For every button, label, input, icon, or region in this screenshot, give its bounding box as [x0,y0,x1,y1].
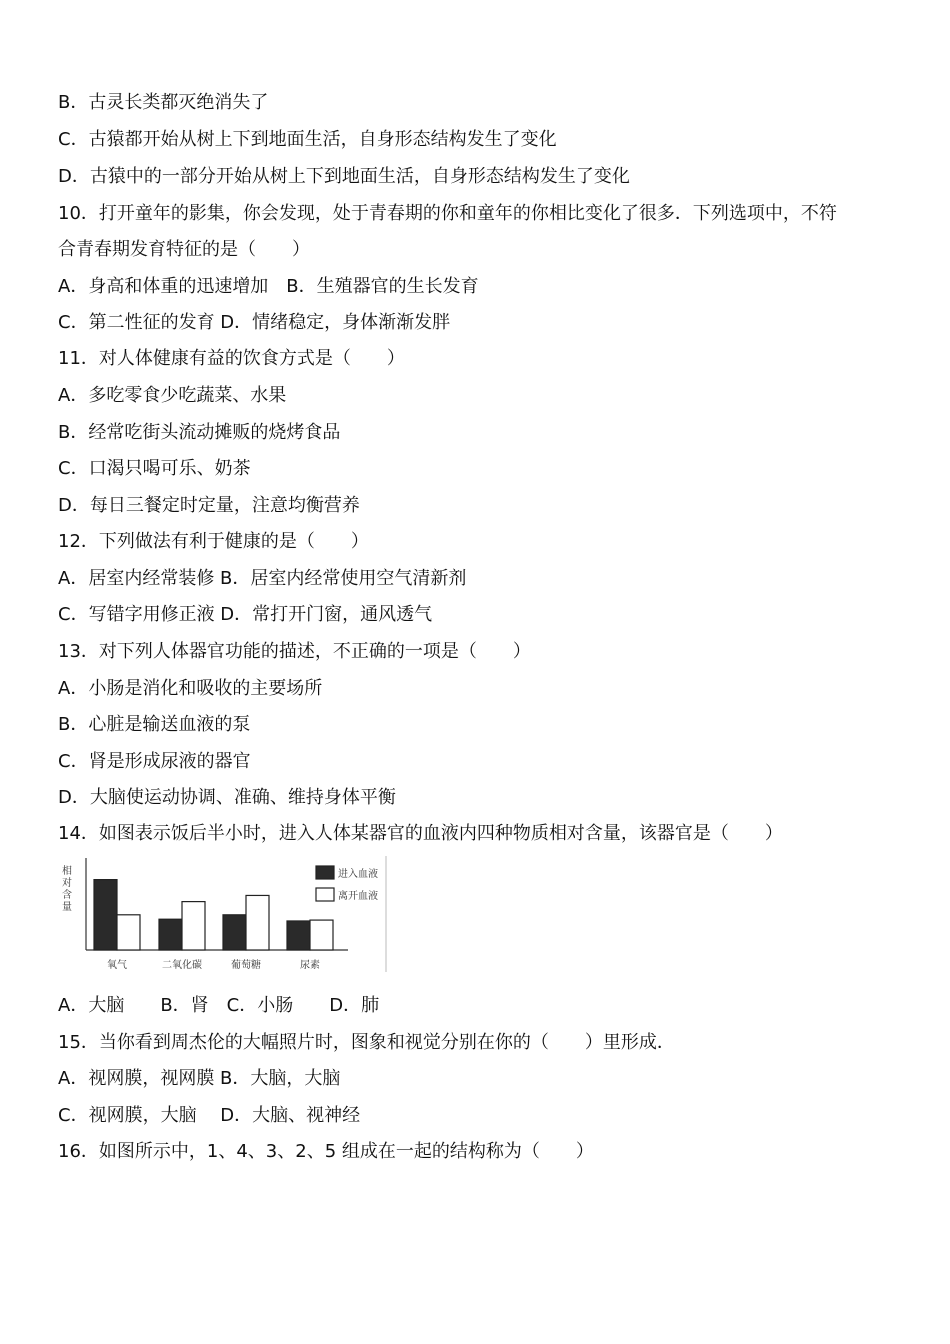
question-10-line-1: 10．打开童年的影集，你会发现，处于青春期的你和童年的你相比变化了很多．下列选项中，不符 [58,203,837,224]
question-12-options-1: A．居室内经常装修 B．居室内经常使用空气清新剂 [58,568,467,589]
category-label: 葡萄糖 [231,960,261,971]
y-axis-label [62,864,72,913]
question-13: 13．对下列人体器官功能的描述，不正确的一项是（ ） [58,641,531,662]
question-15-options-1: A．视网膜，视网膜 B．大脑，大脑 [58,1068,341,1089]
question-13-option-b: B．心脏是输送血液的泵 [58,714,251,735]
text-line-2: C．古猿都开始从树上下到地面生活，自身形态结构发生了变化 [58,129,557,150]
question-12-options-2: C．写错字用修正液 D．常打开门窗，通风透气 [58,604,433,625]
bar-2-1 [246,895,269,950]
bar-1-1 [182,902,205,950]
category-label: 尿素 [300,960,320,971]
text-line-1: B．古灵长类都灭绝消失了 [58,92,269,113]
bar-chart [58,856,388,974]
category-label: 氧气 [107,960,127,971]
category-labels [107,958,320,971]
y-label-char: 相 [62,866,72,877]
question-11-option-b: B．经常吃街头流动摊贩的烧烤食品 [58,422,341,443]
y-label-char: 量 [62,902,72,913]
bar-1-0 [159,919,182,950]
question-13-option-d: D．大脑使运动协调、准确、维持身体平衡 [58,787,396,808]
bar-0-1 [117,915,140,950]
bars [94,880,333,950]
bar-3-1 [310,920,333,950]
question-11: 11．对人体健康有益的饮食方式是（ ） [58,348,405,369]
y-label-char: 含 [62,890,72,901]
question-16: 16．如图所示中，1、4、3、2、5 组成在一起的结构称为（ ） [58,1141,594,1162]
bar-0-0 [94,880,117,950]
legend [316,866,378,902]
question-15-options-2: C．视网膜，大脑 D．大脑、视神经 [58,1105,361,1126]
legend-label: 离开血液 [338,891,378,902]
question-14: 14．如图表示饭后半小时，进入人体某器官的血液内四种物质相对含量，该器官是（ ） [58,823,783,844]
bar-chart-svg [58,856,388,974]
question-11-option-d: D．每日三餐定时定量，注意均衡营养 [58,495,360,516]
text-line-3: D．古猿中的一部分开始从树上下到地面生活，自身形态结构发生了变化 [58,166,630,187]
question-10-options-2: C．第二性征的发育 D．情绪稳定，身体渐渐发胖 [58,312,451,333]
question-15: 15．当你看到周杰伦的大幅照片时，图象和视觉分别在你的（ ）里形成． [58,1032,675,1053]
question-13-option-c: C．肾是形成尿液的器官 [58,751,251,772]
bar-3-0 [287,921,310,950]
legend-label: 进入血液 [338,869,378,880]
question-13-option-a: A．小肠是消化和吸收的主要场所 [58,678,323,699]
legend-swatch [316,888,334,901]
category-label: 二氧化碳 [162,960,202,971]
question-14-options: A．大脑 B．肾 C．小肠 D．肺 [58,995,380,1016]
question-10-line-2: 合青春期发育特征的是（ ） [58,239,310,260]
question-12: 12．下列做法有利于健康的是（ ） [58,531,369,552]
bar-2-0 [223,915,246,950]
question-11-option-c: C．口渴只喝可乐、奶茶 [58,458,251,479]
y-label-char: 对 [62,878,72,889]
legend-swatch [316,866,334,879]
question-10-options-1: A．身高和体重的迅速增加 B．生殖器官的生长发育 [58,276,479,297]
question-11-option-a: A．多吃零食少吃蔬菜、水果 [58,385,287,406]
